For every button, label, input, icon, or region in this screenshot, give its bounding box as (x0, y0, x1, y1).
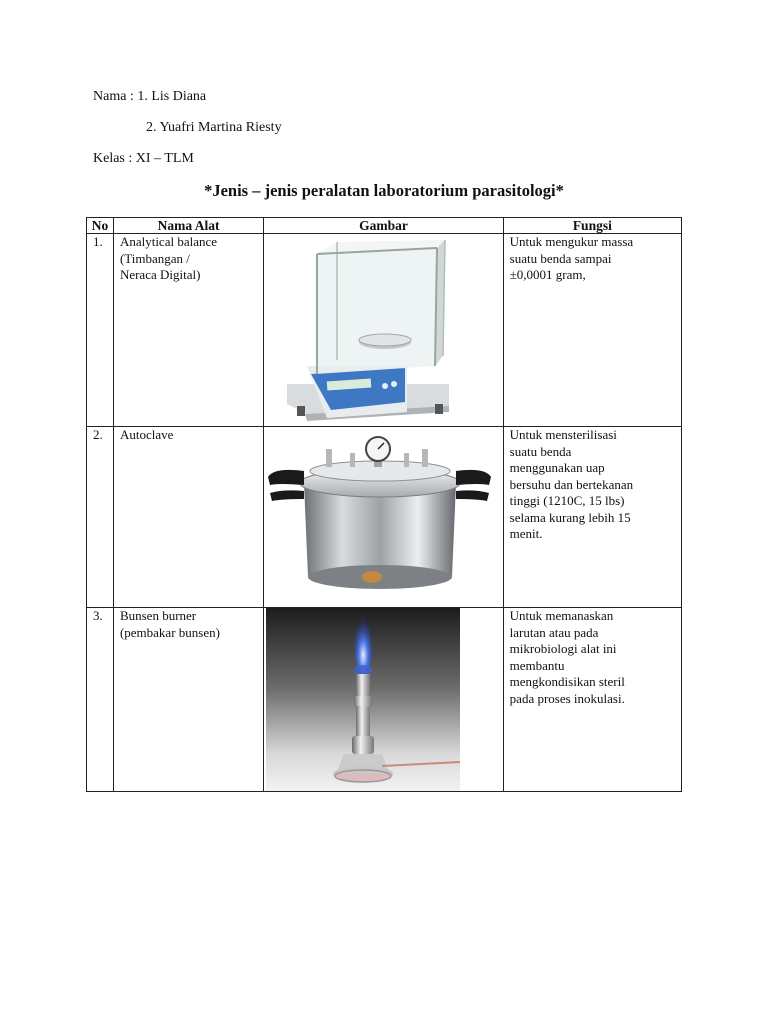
header-fungsi: Fungsi (503, 218, 681, 234)
function-line: pada proses inokulasi. (509, 690, 625, 706)
function-cell (503, 427, 681, 608)
table-row (87, 608, 682, 792)
tool-name-cell (113, 427, 263, 608)
table-row (87, 234, 682, 427)
student-name-1: Nama : 1. Lis Diana (93, 89, 207, 104)
image-cell (264, 608, 503, 792)
function-line: Untuk mensterilisasi (509, 427, 617, 442)
function-line: mengkondisikan steril (509, 674, 625, 689)
tool-name-line: (Timbangan / (119, 250, 190, 266)
student-name-2: 2. Yuafri Martina Riesty (146, 120, 282, 135)
tool-name-line: (pembakar bunsen) (119, 624, 220, 640)
equipment-table (86, 217, 682, 792)
class-label: Kelas : XI – TLM (93, 151, 194, 166)
autoclave-photo (264, 427, 495, 607)
table-row (87, 427, 682, 608)
function-line: membantu (509, 657, 565, 673)
tool-name-line: Neraca Digital) (119, 267, 201, 282)
function-line: suatu benda (509, 443, 572, 459)
header-no: No (87, 218, 114, 234)
function-line: suatu benda sampai (509, 250, 612, 266)
function-line: larutan atau pada (509, 624, 599, 640)
function-line: tinggi (1210C, 15 lbs) (509, 493, 625, 508)
tool-name-line: Autoclave (119, 427, 174, 442)
header-gambar: Gambar (264, 218, 503, 234)
tool-name-cell (113, 234, 263, 427)
function-line: Untuk memanaskan (509, 608, 614, 623)
function-cell (503, 608, 681, 792)
function-line: ±0,0001 gram, (509, 267, 586, 282)
row-number: 2. (87, 427, 114, 608)
function-line: bersuhu dan bertekanan (509, 476, 634, 492)
function-line: mikrobiologi alat ini (509, 641, 617, 656)
function-line: menggunakan uap (509, 460, 605, 475)
row-number: 1. (87, 234, 114, 427)
document-title: *Jenis – jenis peralatan laboratorium parasitologi* (204, 181, 564, 200)
function-line: selama kurang lebih 15 (509, 509, 631, 525)
analytical-balance-photo (267, 234, 475, 426)
function-cell (503, 234, 681, 427)
function-line: Untuk mengukur massa (509, 234, 634, 249)
image-cell (264, 427, 503, 608)
tool-name-line: Bunsen burner (119, 608, 197, 623)
header-nama-alat: Nama Alat (113, 218, 263, 234)
table-header-row (87, 218, 682, 234)
tool-name-line: Analytical balance (119, 234, 218, 249)
bunsen-burner-photo (266, 608, 460, 791)
tool-name-cell (113, 608, 263, 792)
row-number: 3. (87, 608, 114, 792)
image-cell (264, 234, 503, 427)
function-line: menit. (509, 526, 543, 541)
